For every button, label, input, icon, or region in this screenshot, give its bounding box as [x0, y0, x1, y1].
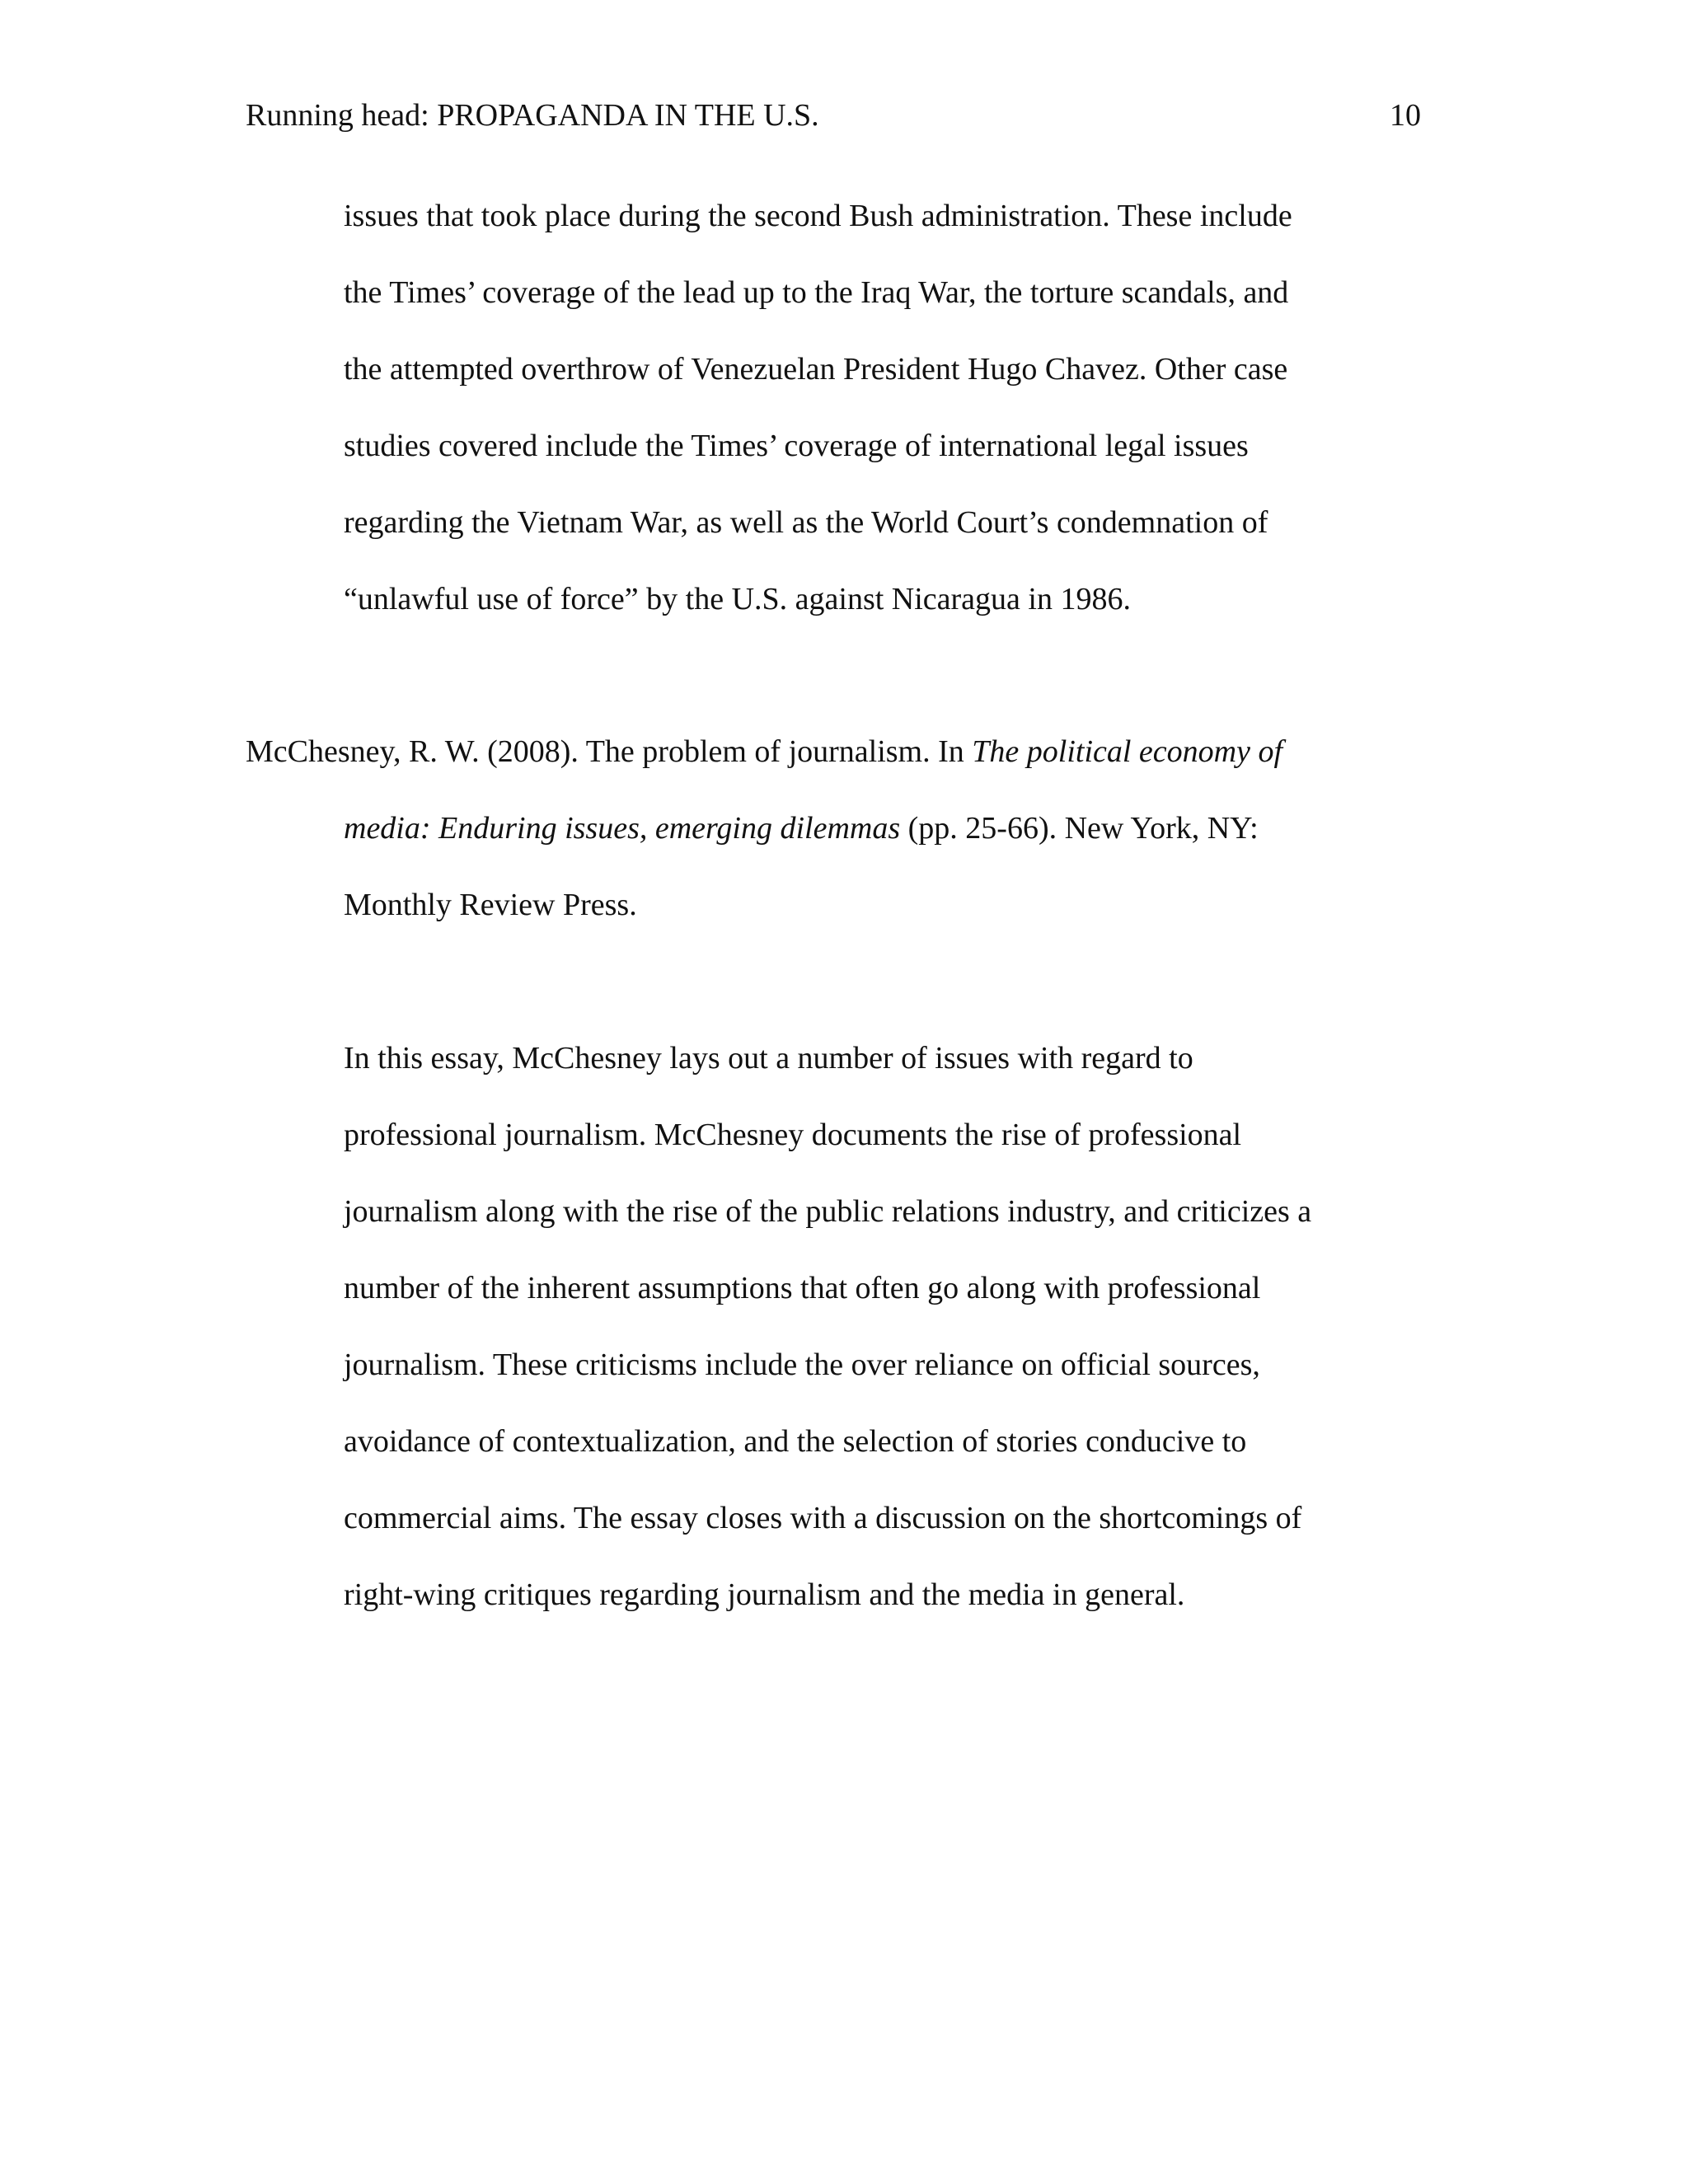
running-head: Running head: PROPAGANDA IN THE U.S. — [246, 98, 819, 133]
annotation-line: “unlawful use of force” by the U.S. against Nicaragua in 1986. — [344, 582, 1131, 616]
annotation-line: professional journalism. McChesney documents the rise of professional — [344, 1118, 1242, 1152]
annotation-line: the Times’ coverage of the lead up to the Iraq War, the torture scandals, and — [344, 275, 1289, 310]
reference-publisher: Monthly Review Press. — [344, 888, 637, 922]
annotation-line: journalism. These criticisms include the over reliance on official sources, — [344, 1347, 1260, 1382]
annotation-line: journalism along with the rise of the public relations industry, and criticizes a — [344, 1194, 1312, 1229]
annotation-line: In this essay, McChesney lays out a number of issues with regard to — [344, 1041, 1193, 1076]
reference-line-2 — [344, 810, 1259, 846]
reference-line-1 — [246, 733, 1282, 770]
annotation-line: issues that took place during the second Bush administration. These include — [344, 199, 1292, 233]
reference-book-subtitle: media: Enduring issues, emerging dilemmas — [344, 811, 901, 846]
page-number: 10 — [1390, 98, 1421, 133]
annotation-line: regarding the Vietnam War, as well as the World Court’s condemnation of — [344, 505, 1268, 540]
annotation-line: the attempted overthrow of Venezuelan President Hugo Chavez. Other case — [344, 352, 1288, 387]
annotation-line: number of the inherent assumptions that often go along with professional — [344, 1271, 1261, 1305]
reference-author-title: McChesney, R. W. (2008). The problem of journalism. In — [246, 734, 973, 769]
reference-pages-location: (pp. 25-66). New York, NY: — [900, 811, 1259, 846]
annotation-line: studies covered include the Times’ coverage of international legal issues — [344, 429, 1249, 463]
annotation-line: avoidance of contextualization, and the selection of stories conducive to — [344, 1424, 1247, 1459]
annotation-line: commercial aims. The essay closes with a discussion on the shortcomings of — [344, 1501, 1302, 1535]
reference-book-title: The political economy of — [972, 734, 1283, 769]
annotation-line: right-wing critiques regarding journalism and the media in general. — [344, 1577, 1185, 1612]
